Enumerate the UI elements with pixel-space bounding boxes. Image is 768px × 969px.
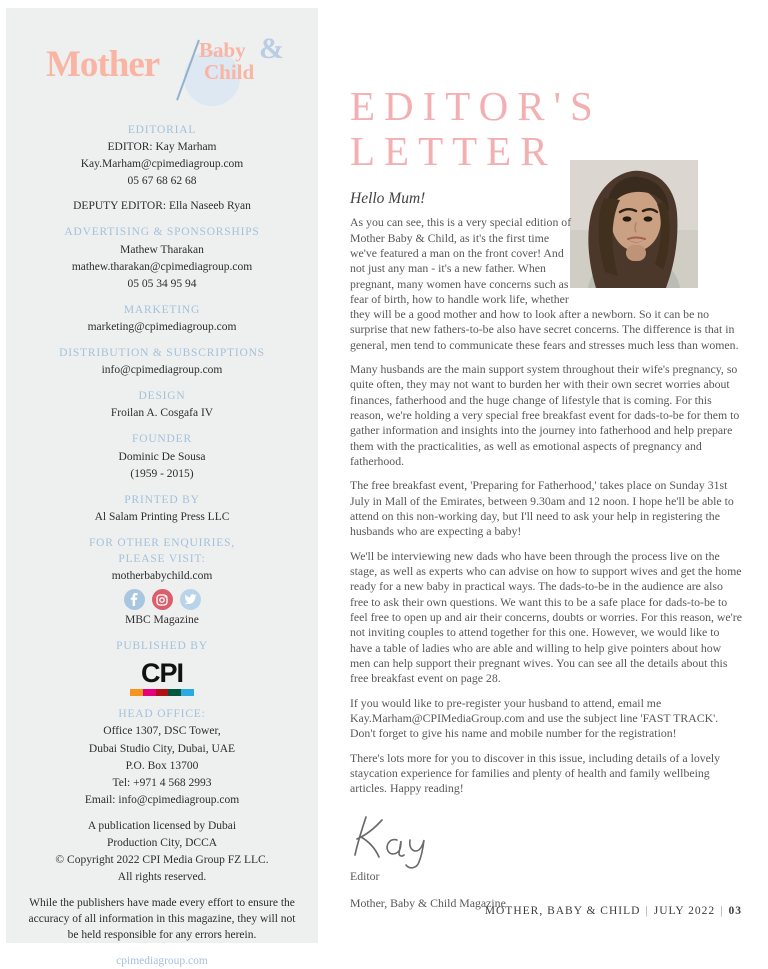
license-line-2: Production City, DCCA	[106, 837, 218, 849]
logo-word-mother: Mother	[46, 44, 160, 85]
letter-body	[350, 190, 742, 796]
letter-paragraph-4: We'll be interviewing new dads who have been through the process live on the stage, as well as experts who can advise on how to support wives and get the home ready for a new baby in practical ways. The dads-to-be in the audience are also free to ask their own questions. We want this to be a safe place for dads-to-be to feel free to open up and air their concerns, doubts or worries. For this reason, we're not inviting couples to attend together for this one. However, we would like to have a table of ladies who are able and willing to help give pointers about how men can help support their pregnant wives. You can see all the details about this free breakfast event on page 28.	[350, 548, 742, 686]
head-office-address-2: Dubai Studio City, Dubai, UAE	[88, 742, 236, 755]
deputy-editor: DEPUTY EDITOR: Ella Naseeb Ryan	[73, 200, 251, 213]
footer-separator-2: |	[720, 905, 724, 917]
advertising-email: mathew.tharakan@cpimediagroup.com	[71, 260, 253, 273]
editor-phone: 05 67 68 62 68	[127, 175, 197, 188]
marketing-email: marketing@cpimediagroup.com	[87, 320, 237, 333]
social-handle: MBC Magazine	[125, 614, 199, 627]
head-office-heading: HEAD OFFICE:	[118, 708, 206, 721]
letter-salutation: Hello Mum!	[350, 190, 426, 208]
section-head-office	[6, 706, 318, 808]
letter-paragraph-6: There's lots more for you to discover in this issue, including details of a lovely staycation experience for families and plenty of health and family wellbeing articles. Happy reading!	[350, 750, 721, 796]
logo-ampersand: &	[259, 32, 284, 65]
design-heading: DESIGN	[138, 390, 186, 403]
page-footer	[485, 905, 742, 917]
enquiries-website: motherbabychild.com	[111, 570, 213, 583]
page-title-line2: LETTER	[350, 128, 557, 175]
enquiries-heading-line2: PLEASE VISIT:	[118, 552, 206, 565]
editorial-heading: EDITORIAL	[127, 124, 197, 136]
marketing-heading: MARKETING	[123, 303, 201, 316]
page-title-line1: EDITOR'S	[350, 83, 602, 129]
letter-paragraph-5: If you would like to pre-register your husband to attend, email me Kay.Marham@CPIMediaGroup.com and use the subject line 'FAST TRACK'. Don't forget to give his name and mobile number for the registration!	[350, 695, 719, 741]
letter-paragraph-2: Many husbands are the main support system throughout their wife's pregnancy, so quite often, they may not want to burden her with their own secret worries about finances, fatherhood and the huge change of lifestyle that is coming. For this reason, we're holding a very special free breakfast event for dads-to-be for them to gather information and insights into the journey into fatherhood and help prepare them with the practicalities, as well as emotional aspects of pregnancy and fatherhood.	[350, 362, 740, 469]
founder-name: Dominic De Sousa	[118, 450, 206, 463]
section-printed-by	[6, 492, 318, 525]
footer-separator-1: |	[645, 905, 649, 917]
head-office-tel: Tel: +971 4 568 2993	[112, 776, 212, 789]
section-editorial	[6, 122, 318, 214]
footer-magazine-name: MOTHER, BABY & CHILD	[484, 905, 641, 917]
section-founder	[6, 431, 318, 481]
signoff-role: Editor	[350, 868, 380, 883]
editor-email: Kay.Marham@cpimediagroup.com	[80, 158, 244, 171]
logo-word-baby: Baby	[199, 38, 246, 62]
advertising-heading: ADVERTISING & SPONSORSHIPS	[64, 226, 260, 239]
design-name: Froilan A. Cosgafa IV	[110, 407, 214, 420]
twitter-icon	[180, 589, 201, 610]
social-icons-row	[6, 589, 318, 610]
cpi-logo	[127, 660, 197, 696]
section-design	[6, 388, 318, 421]
head-office-email: Email: info@cpimediagroup.com	[84, 793, 240, 806]
founder-years: (1959 - 2015)	[130, 467, 194, 480]
distribution-heading: DISTRIBUTION & SUBSCRIPTIONS	[59, 347, 265, 360]
printer-name: Al Salam Printing Press LLC	[94, 510, 230, 523]
advertising-phone: 05 05 34 95 94	[127, 277, 197, 290]
enquiries-heading-line1: FOR OTHER ENQUIRIES,	[88, 536, 235, 549]
printed-by-heading: PRINTED BY	[124, 493, 200, 506]
masthead-sidebar	[6, 8, 318, 967]
instagram-icon	[152, 589, 173, 610]
letter-paragraph-3: The free breakfast event, 'Preparing for Fatherhood,' takes place on Sunday 31st July in Mall of the Emirates, between 9.30am and 12 noon. I hope he'll be able to attend on this non-working day, but I'll need to ask your help in registering the husbands who are expecting a baby!	[350, 478, 734, 539]
head-office-pobox: P.O. Box 13700	[125, 759, 199, 772]
head-office-address-1: Office 1307, DSC Tower,	[103, 725, 221, 738]
license-line-1: A publication licensed by Dubai	[87, 819, 237, 832]
rights-line: All rights reserved.	[117, 871, 207, 884]
cpi-logo-text: CPI	[140, 658, 183, 689]
distribution-email: info@cpimediagroup.com	[101, 364, 223, 377]
footer-page-number: 03	[728, 905, 742, 917]
published-by-heading: PUBLISHED BY	[116, 640, 208, 653]
magazine-logo	[46, 32, 284, 112]
section-enquiries	[6, 535, 318, 628]
editor-photo	[570, 160, 698, 288]
cpimediagroup-link: cpimediagroup.com	[116, 954, 208, 967]
letter-paragraph-1: As you can see, this is a very special edition of Mother Baby & Child, as it's the first time we've featured a man on the front cover! And not just any man - it's a new father. When pregnant, many women have concerns such as fear of birth, how to handle work life, whether they will be a good mother and how to look after a newborn. So it can be no surprise that new fathers-to-be also have secret concerns. The difference is that in general, men tend to communicate these fears and stresses much less than women.	[350, 215, 739, 352]
advertising-name: Mathew Tharakan	[120, 243, 204, 256]
editor-signature	[350, 813, 742, 865]
section-published-by	[6, 638, 318, 696]
section-marketing	[6, 302, 318, 335]
founder-heading: FOUNDER	[132, 433, 192, 446]
footer-issue: JULY 2022	[653, 905, 716, 917]
facebook-icon	[124, 589, 145, 610]
signoff-magazine: Mother, Baby & Child Magazine	[350, 895, 506, 910]
section-license	[6, 818, 318, 885]
editors-letter-article	[350, 84, 742, 911]
cpi-logo-colorbar	[130, 689, 194, 696]
section-advertising	[6, 224, 318, 291]
editor-name: EDITOR: Kay Marham	[107, 141, 217, 154]
copyright-line: © Copyright 2022 CPI Media Group FZ LLC.	[55, 854, 269, 867]
publisher-disclaimer: While the publishers have made every effort to ensure the accuracy of all information in this magazine, they will not be held responsible for any errors herein.	[28, 897, 296, 942]
section-distribution	[6, 345, 318, 378]
logo-word-child: Child	[204, 60, 255, 84]
